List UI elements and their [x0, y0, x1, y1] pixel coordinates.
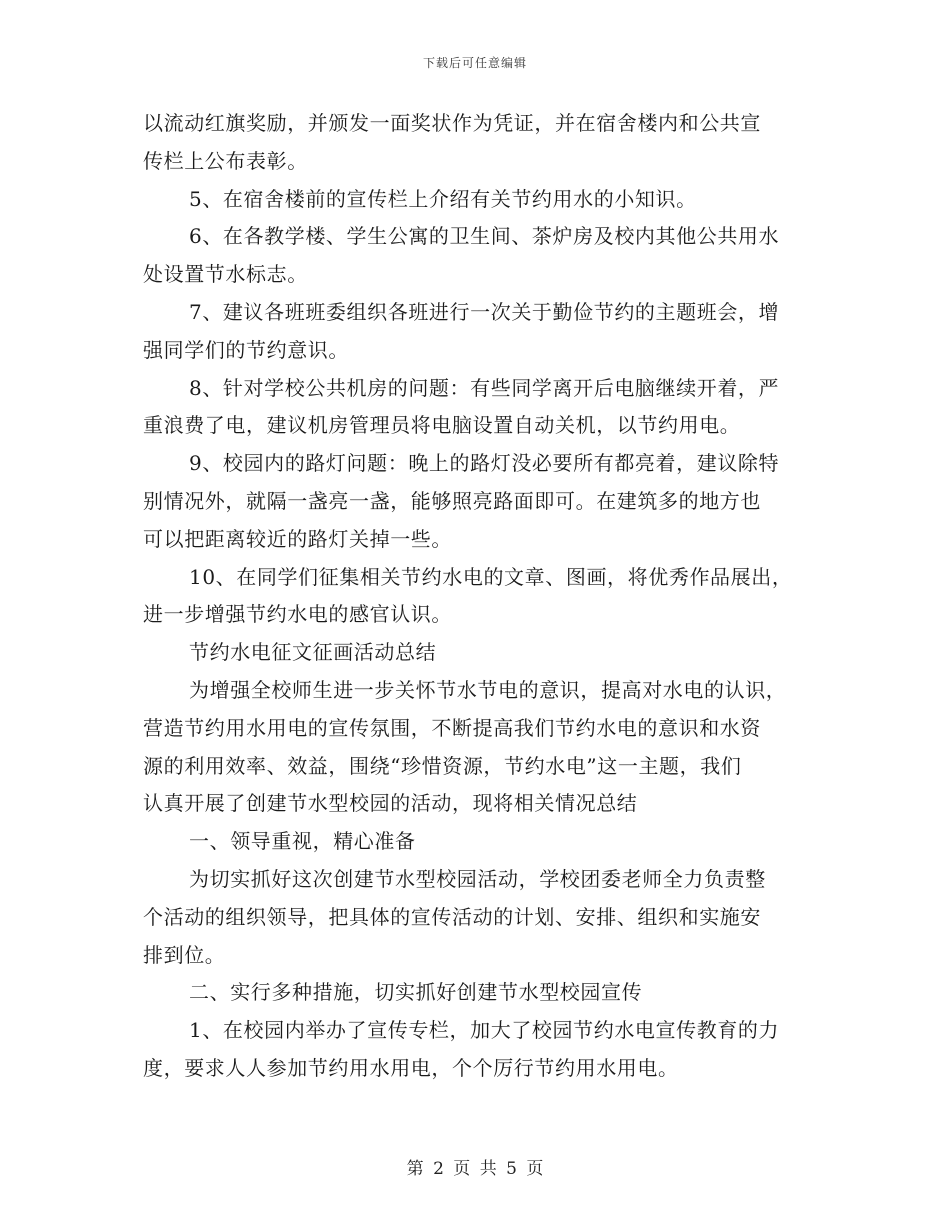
paragraph-line: 节约水电征文征画活动总结: [189, 640, 437, 665]
paragraph-line: 处设置节水标志。: [143, 262, 308, 287]
paragraph-line: 7、建议各班班委组织各班进行一次关于勤俭节约的主题班会，增: [189, 299, 780, 324]
paragraph-line: 排到位。: [143, 942, 226, 967]
paragraph-line: 强同学们的节约意识。: [143, 337, 349, 362]
paragraph-line: 为切实抓好这次创建节水型校园活动，学校团委老师全力负责整: [189, 866, 766, 891]
paragraph-line: 一、领导重视，精心准备: [189, 829, 416, 854]
paragraph-line: 9、校园内的路灯问题：晚上的路灯没必要所有都亮着，建议除特: [189, 451, 780, 476]
paragraph-line: 5、在宿舍楼前的宣传栏上介绍有关节约用水的小知识。: [189, 186, 697, 211]
paragraph-line: 传栏上公布表彰。: [143, 148, 308, 173]
paragraph-line: 源的利用效率、效益，围绕“珍惜资源，节约水电”这一主题，我们: [143, 753, 742, 778]
paragraph-line: 10、在同学们征集相关节约水电的文章、图画，将优秀作品展出，: [189, 564, 793, 589]
page-header-note: 下载后可任意编辑: [422, 56, 527, 70]
paragraph-line: 别情况外，就隔一盏亮一盏，能够照亮路面即可。在建筑多的地方也: [143, 488, 761, 513]
paragraph-line: 进一步增强节约水电的感官认识。: [143, 602, 452, 627]
document-body: [143, 105, 808, 1088]
paragraph-line: 8、针对学校公共机房的问题：有些同学离开后电脑继续开着，严: [189, 375, 780, 400]
paragraph-line: 可以把距离较近的路灯关掉一些。: [143, 526, 452, 551]
paragraph-line: 营造节约用水用电的宣传氛围，不断提高我们节约水电的意识和水资: [143, 715, 761, 740]
paragraph-line: 重浪费了电，建议机房管理员将电脑设置自动关机，以节约用电。: [143, 413, 741, 438]
paragraph-line: 二、实行多种措施，切实抓好创建节水型校园宣传: [189, 980, 643, 1005]
paragraph-line: 以流动红旗奖励，并颁发一面奖状作为凭证，并在宿舍楼内和公共宣: [143, 111, 761, 135]
page-number-footer: 第 2 页 共 5 页: [406, 1159, 544, 1179]
paragraph-line: 1、在校园内举办了宣传专栏，加大了校园节约水电宣传教育的力: [189, 1018, 780, 1043]
paragraph-line: 为增强全校师生进一步关怀节水节电的意识，提高对水电的认识，: [189, 677, 787, 702]
paragraph-line: 认真开展了创建节水型校园的活动，现将相关情况总结: [143, 791, 638, 816]
paragraph-line: 6、在各教学楼、学生公寓的卫生间、茶炉房及校内其他公共用水: [189, 224, 780, 249]
paragraph-line: 度，要求人人参加节约用水用电，个个厉行节约用水用电。: [143, 1055, 679, 1080]
paragraph-line: 个活动的组织领导，把具体的宣传活动的计划、安排、组织和实施安: [143, 904, 761, 929]
